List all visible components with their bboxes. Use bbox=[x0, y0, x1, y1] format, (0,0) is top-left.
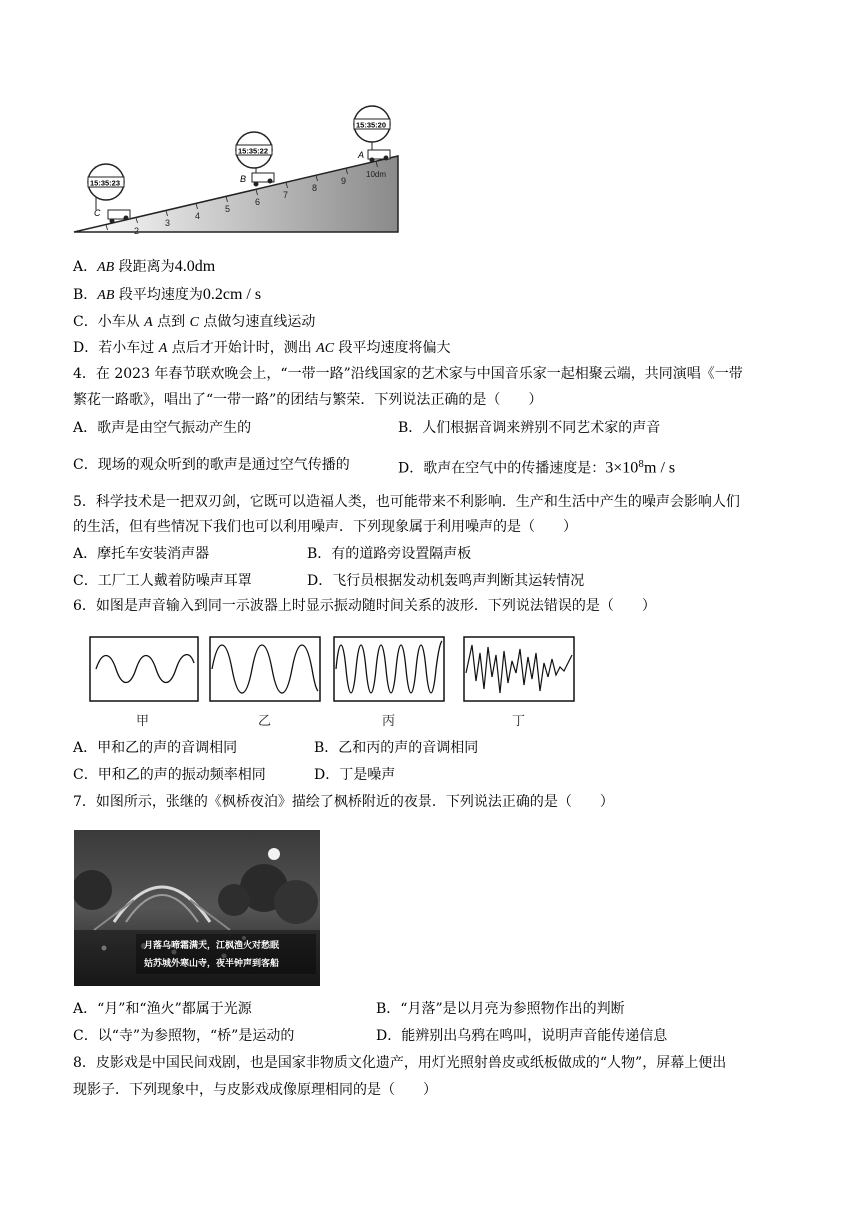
poem-line2: 姑苏城外寒山寺，夜半钟声到客船 bbox=[144, 959, 280, 969]
q3-c-pre: C．小车从 bbox=[73, 314, 145, 330]
q3-b-value: 0.2cm / s bbox=[202, 286, 262, 303]
q4-d-pre: D．歌声在空气中的传播速度是： bbox=[398, 460, 606, 477]
q3-a-text: 段距离为 bbox=[114, 259, 175, 275]
q8-stem-line2: 现影子．下列现象中，与皮影戏成像原理相同的是（ ） bbox=[73, 1082, 437, 1098]
q5-option-d: D．飞行员根据发动机轰鸣声判断其运转情况 bbox=[307, 573, 585, 589]
q4-stem-line2: 繁花一路歌》，唱出了“一带一路”的团结与繁荣．下列说法正确的是（ ） bbox=[73, 392, 543, 408]
ruler-num-5: 5 bbox=[225, 204, 231, 214]
label-c: C bbox=[94, 208, 101, 218]
cart-a bbox=[354, 106, 390, 163]
q7-option-d: D．能辨别出乌鸦在鸣叫，说明声音能传递信息 bbox=[376, 1028, 668, 1044]
wave-label-bing: 丙 bbox=[382, 713, 396, 728]
label-a: A bbox=[358, 150, 365, 160]
wave-box-bing bbox=[334, 637, 444, 701]
q3-c-post: 点做匀速直线运动 bbox=[198, 314, 316, 330]
q5-stem-line2: 的生活，但有些情况下我们也可以利用噪声．下列现象属于利用噪声的是（ ） bbox=[73, 519, 577, 535]
ruler-num-4: 4 bbox=[195, 211, 201, 221]
q4-option-d bbox=[398, 456, 675, 478]
clock-a: 15:35:20 bbox=[356, 120, 387, 130]
q6-option-b: B．乙和丙的声的音调相同 bbox=[314, 740, 479, 756]
q5-option-c: C．工厂工人戴着防噪声耳罩 bbox=[73, 573, 252, 589]
q4-d-unit: m / s bbox=[644, 459, 676, 477]
wave-box-jia bbox=[90, 637, 198, 701]
maple-bridge-photo bbox=[74, 830, 320, 986]
wave-box-ding bbox=[464, 637, 574, 701]
poem-line1: 月落乌啼霜满天，江枫渔火对愁眠 bbox=[144, 941, 280, 951]
q3-c-mid: 点到 bbox=[152, 314, 190, 330]
clock-b: 15:35:22 bbox=[238, 146, 269, 156]
wave-label-ding: 丁 bbox=[512, 713, 526, 728]
q6-option-c: C．甲和乙的声的振动频率相同 bbox=[73, 767, 266, 783]
q3-d-var2: AC bbox=[316, 341, 335, 356]
q6-option-d: D．丁是噪声 bbox=[314, 767, 396, 783]
q5-option-a: A．摩托车安装消声器 bbox=[73, 546, 210, 562]
q3-option-d bbox=[73, 339, 451, 358]
ruler-unit: 10dm bbox=[366, 170, 387, 179]
q3-a-var: AB bbox=[97, 260, 115, 275]
ruler-num-6: 6 bbox=[255, 197, 261, 207]
q3-option-c bbox=[73, 313, 315, 332]
q3-a-value: 4.0dm bbox=[174, 258, 216, 275]
ruler-num-8: 8 bbox=[312, 183, 318, 193]
ruler-num-2: 2 bbox=[134, 226, 140, 236]
q3-b-var: AB bbox=[97, 288, 115, 303]
q3-c-var2: C bbox=[189, 315, 199, 330]
q8-stem-line1: 8．皮影戏是中国民间戏剧，也是国家非物质文化遗产，用灯光照射兽皮或纸板做成的“人物”，屏幕上便出 bbox=[73, 1055, 727, 1071]
clock-c: 15:35:23 bbox=[90, 178, 121, 188]
q3-b-text: 段平均速度为 bbox=[114, 287, 203, 303]
q7-stem: 7．如图所示，张继的《枫桥夜泊》描绘了枫桥附近的夜景．下列说法正确的是（ ） bbox=[73, 794, 614, 810]
q3-a-prefix: A． bbox=[73, 259, 98, 275]
ruler-num-7: 7 bbox=[283, 190, 289, 200]
label-b: B bbox=[240, 174, 247, 184]
q4-option-a: A．歌声是由空气振动产生的 bbox=[73, 420, 252, 436]
ruler-num-9: 9 bbox=[341, 176, 347, 186]
q5-option-b: B．有的道路旁设置隔声板 bbox=[307, 546, 472, 562]
q6-stem: 6．如图是声音输入到同一示波器上时显示振动随时间关系的波形．下列说法错误的是（ ） bbox=[73, 598, 656, 614]
q6-option-a: A．甲和乙的声的音调相同 bbox=[73, 740, 238, 756]
q5-stem-line1: 5．科学技术是一把双刃剑，它既可以造福人类，也可能带来不利影响．生产和生活中产生的噪声会影响人们 bbox=[73, 494, 740, 510]
q3-d-post: 段平均速度将偏大 bbox=[334, 340, 451, 356]
ruler-num-3: 3 bbox=[165, 218, 171, 228]
q4-option-b: B．人们根据音调来辨别不同艺术家的声音 bbox=[398, 420, 661, 436]
q4-d-value: 3×10 bbox=[605, 459, 639, 477]
cart-b bbox=[236, 132, 274, 187]
q4-stem-line1: 4．在 2023 年春节联欢晚会上，“一带一路”沿线国家的艺术家与中国音乐家一起相聚云端，共同演唱《一带 bbox=[73, 366, 743, 382]
q3-d-pre: D．若小车过 bbox=[73, 340, 159, 356]
q3-option-a bbox=[73, 258, 215, 277]
q4-option-c: C．现场的观众听到的歌声是通过空气传播的 bbox=[73, 457, 350, 473]
cart-c bbox=[88, 164, 130, 224]
q7-option-b: B．“月落”是以月亮为参照物作出的判断 bbox=[376, 1001, 625, 1017]
q3-b-prefix: B． bbox=[73, 287, 98, 303]
q3-d-mid: 点后才开始计时，测出 bbox=[167, 340, 317, 356]
q7-option-c: C．以“寺”为参照物，“桥”是运动的 bbox=[73, 1028, 295, 1044]
q7-option-a: A．“月”和“渔火”都属于光源 bbox=[73, 1001, 252, 1017]
ramp-incline bbox=[74, 156, 398, 232]
ramp-figure bbox=[66, 100, 406, 240]
wave-label-yi: 乙 bbox=[258, 713, 272, 728]
q4-d-exponent: 8 bbox=[638, 460, 644, 470]
q3-c-var1: A bbox=[144, 315, 153, 330]
wave-label-jia: 甲 bbox=[136, 713, 150, 728]
oscilloscope-figure bbox=[88, 633, 580, 731]
q3-option-b bbox=[73, 286, 261, 305]
q3-d-var1: A bbox=[158, 341, 168, 356]
